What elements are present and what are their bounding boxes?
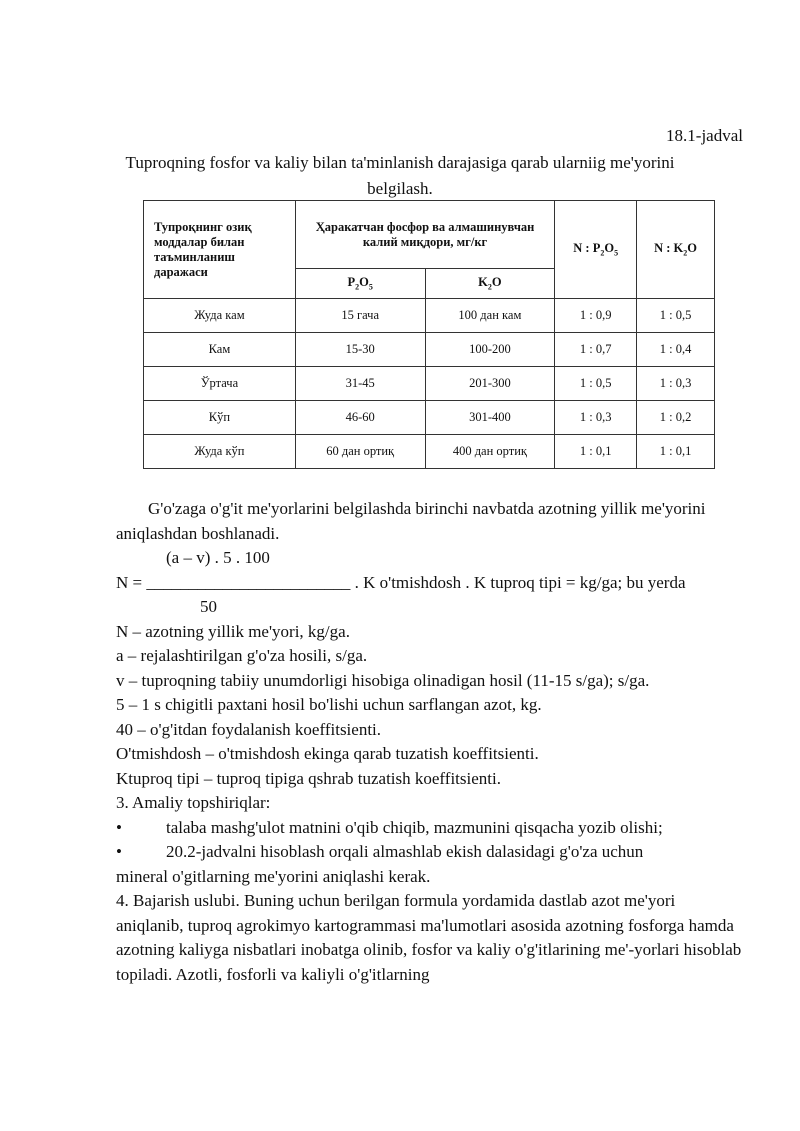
cell-n-k: 1 : 0,3 [637,367,715,401]
cell-level: Кўп [144,401,296,435]
header-n-k2o: N : $K_2O$ [637,201,715,299]
table-number: 18.1-jadval [666,126,743,145]
cell-k2o: 100-200 [425,333,555,367]
cell-k2o: 201-300 [425,367,555,401]
section-3-heading: 3. Amaliy topshiriqlar: [116,793,271,812]
cell-k2o: 100 дан кам [425,299,555,333]
bullet-item [116,816,746,841]
formula-numerator: (a – v) . 5 . 100 [166,548,270,567]
fertilizer-norms-table [143,200,715,469]
body-text [116,497,746,987]
definition-5: 5 – 1 s chigitli paxtani hosil bo'lishi uchun sarflangan azot, kg. [116,695,542,714]
definition-n: N – azotning yillik me'yori, kg/ga. [116,621,350,641]
cell-k2o: 400 дан ортиқ [425,435,555,469]
intro-paragraph: G'o'zaga o'g'it me'yorlarini belgilashda birinchi navbatda azotning yillik me'yorini aniqlashdan boshlanadi. [116,499,706,543]
cell-n-p: 1 : 0,3 [555,401,637,435]
formula-denominator: 50 [200,597,217,616]
cell-level: Жуда кўп [144,435,296,469]
cell-p2o5: 46-60 [295,401,425,435]
cell-p2o5: 31-45 [295,367,425,401]
cell-level: Жуда кам [144,299,296,333]
definition-v: v – tuproqning tabiiy unumdorligi hisobiga olinadigan hosil (11-15 s/ga); s/ga. [116,670,650,690]
cell-level: Ўртача [144,367,296,401]
definition-40: 40 – o'g'itdan foydalanish koeffitsienti. [116,719,382,739]
formula-line: N = ________________________ . K o'tmishdosh . K tuproq tipi = kg/ga; bu yerda [116,572,686,592]
cell-level: Кам [144,333,296,367]
cell-n-k: 1 : 0,5 [637,299,715,333]
bullet-item [116,840,746,865]
table-row [144,401,715,435]
definition-otmishdosh: O'tmishdosh – o'tmishdosh ekinga qarab tuzatish koeffitsienti. [116,744,539,763]
header-n-p2o5: N : $P_2O_5$ [555,201,637,299]
cell-p2o5: 60 дан ортиқ [295,435,425,469]
cell-n-k: 1 : 0,2 [637,401,715,435]
header-supply-level: Тупроқнинг озиқ моддалар билан таъминланиш даражаси [144,201,296,299]
cell-n-p: 1 : 0,5 [555,367,637,401]
header-nutrient-amount: Ҳаракатчан фосфор ва алмашинувчан калий миқдори, мг/кг [295,201,554,269]
table-row [144,333,715,367]
definition-a: a – rejalashtirilgan g'o'za hosili, s/ga. [116,646,368,665]
cell-n-p: 1 : 0,7 [555,333,637,367]
table-row [144,435,715,469]
table-row [144,367,715,401]
bullet-text: 20.2-jadvalni hisoblash orqali almashlab ekish dalasidagi g'o'za uchun [166,842,644,861]
bullet-mark: • [116,817,122,837]
cell-p2o5: 15 гача [295,299,425,333]
cell-n-p: 1 : 0,9 [555,299,637,333]
bullet-mark: • [116,842,122,861]
table-header-row [144,201,715,269]
cell-k2o: 301-400 [425,401,555,435]
bullet-continuation: mineral o'gitlarning me'yorini aniqlashi kerak. [116,866,431,886]
definition-ktuproq: Ktuproq tipi – tuproq tipiga qshrab tuzatish koeffitsienti. [116,768,501,788]
subheader-k2o: $K_2O$ [425,269,555,299]
table-row [144,299,715,333]
cell-p2o5: 15-30 [295,333,425,367]
table-caption: Tuproqning fosfor va kaliy bilan ta'minlanish darajasiga qarab ularniig me'yorini belgilash. [125,153,675,198]
cell-n-k: 1 : 0,1 [637,435,715,469]
cell-n-p: 1 : 0,1 [555,435,637,469]
cell-n-k: 1 : 0,4 [637,333,715,367]
bullet-text: talaba mashg'ulot matnini o'qib chiqib, mazmunini qisqacha yozib olishi; [166,817,663,837]
section-4-paragraph: 4. Bajarish uslubi. Buning uchun berilgan formula yordamida dastlab azot me'yori aniqlanib, tuproq agrokimyo kartogrammasi ma'lumotlari asosida azotning fosforga hamda azotning kaliyga nisbatlari inobatga olinib, fosfor va kaliy o'g'itlarining me'-yorlari hisoblab topiladi. Azotli, fosforli va kaliyli o'g'itlarning [116,891,742,984]
subheader-p2o5: $P_2O_5$ [295,269,425,299]
